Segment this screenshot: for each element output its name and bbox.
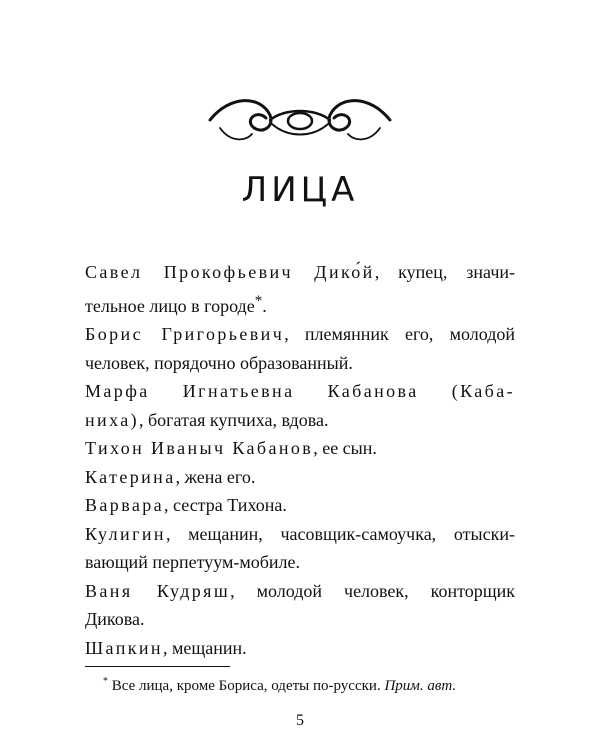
list-item: Катерина, жена его. — [85, 466, 256, 487]
character-name: Марфа Игнатьевна Кабанова (Каба- — [85, 381, 515, 401]
list-item: Тихон Иваныч Кабанов, ее сын. — [85, 438, 377, 458]
dramatis-personae-list — [85, 258, 515, 662]
character-name: Катерина — [85, 466, 176, 487]
footnote: * Все лица, кроме Бориса, одеты по-русски. Прим. авт. — [103, 676, 457, 694]
page-number: 5 — [296, 712, 304, 729]
list-item: Кулигин, мещанин, часовщик-самоучка, отыски- вающий перпетуум-мобиле. — [85, 523, 515, 572]
list-item: Шапкин, мещанин. — [85, 637, 247, 658]
list-item: Савел Прокофьевич Дико́й, купец, значи- тельное лицо в городе*. — [85, 262, 515, 316]
footnote-mark: * — [103, 676, 108, 687]
page-title: ЛИЦА — [241, 170, 359, 210]
character-name: Тихон Иваныч Кабанов — [85, 438, 314, 458]
decorative-flourish-icon — [200, 90, 400, 150]
list-item: Варвара, сестра Тихона. — [85, 495, 287, 515]
footnote-mark: * — [254, 292, 263, 309]
character-name: Борис Григорьевич — [85, 324, 285, 344]
list-item: Ваня Кудряш, молодой человек, конторщик Дикова. — [85, 580, 515, 629]
author-note: Прим. авт. — [384, 678, 457, 694]
footnote-divider — [85, 666, 230, 667]
character-name: Ваня Кудряш — [85, 580, 231, 601]
character-name: Савел Прокофьевич Дико́й — [85, 262, 375, 282]
list-item: Марфа Игнатьевна Кабанова (Каба- ниха), богатая купчиха, вдова. — [85, 377, 515, 434]
character-name: Шапкин — [85, 637, 163, 658]
character-name: Кулигин — [85, 523, 166, 544]
list-item: Борис Григорьевич, племянник его, молодой человек, порядочно образованный. — [85, 324, 516, 373]
character-name: Варвара — [85, 495, 165, 515]
